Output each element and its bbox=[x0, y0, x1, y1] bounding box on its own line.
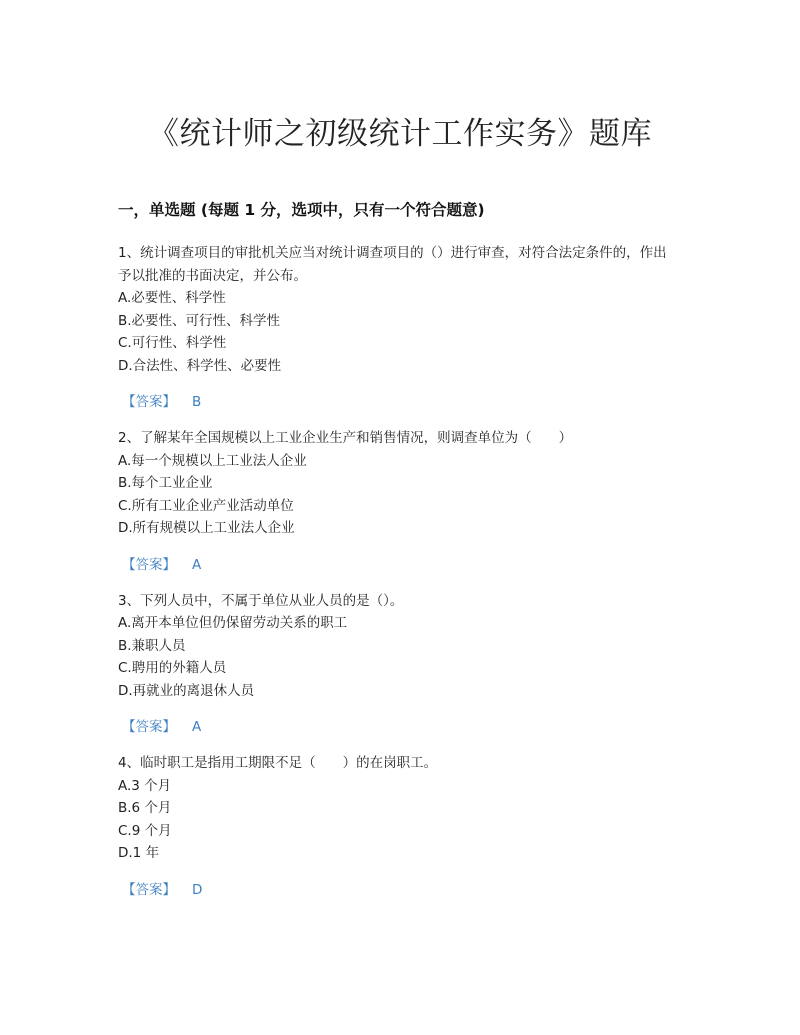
option-b: B.必要性、可行性、科学性 bbox=[118, 312, 281, 329]
option-d: D.所有规模以上工业法人企业 bbox=[118, 520, 295, 536]
answer-value: B bbox=[192, 394, 202, 410]
question-stem: 4、临时职工是指用工期限不足（ ）的在岗职工。 bbox=[118, 755, 438, 771]
answer-line bbox=[118, 716, 678, 738]
answer-value: A bbox=[192, 719, 202, 735]
answer-line bbox=[118, 554, 678, 576]
option-b: B.每个工业企业 bbox=[118, 475, 213, 491]
document-title: 《统计师之初级统计工作实务》题库 bbox=[148, 116, 652, 152]
answer-value: D bbox=[192, 881, 203, 898]
option-c: C.9 个月 bbox=[118, 822, 172, 839]
question-2 bbox=[118, 427, 678, 576]
answer-label: 【答案】 bbox=[122, 556, 176, 573]
question-4 bbox=[118, 752, 678, 901]
answer-value: A bbox=[192, 556, 202, 573]
answer-line bbox=[118, 391, 678, 413]
option-a: A.必要性、科学性 bbox=[118, 290, 226, 306]
option-a: A.3 个月 bbox=[118, 777, 172, 794]
section-heading: 一，单选题 (每题 1 分，选项中，只有一个符合题意) bbox=[118, 201, 485, 219]
answer-label: 【答案】 bbox=[122, 719, 176, 735]
option-a: A.每一个规模以上工业法人企业 bbox=[118, 452, 307, 469]
option-c: C.聘用的外籍人员 bbox=[118, 660, 227, 676]
option-c: C.可行性、科学性 bbox=[118, 335, 227, 351]
question-stem: 1、统计调查项目的审批机关应当对统计调查项目的（）进行审查，对符合法定条件的，作出予以批准的书面决定，并公布。 bbox=[118, 245, 667, 284]
answer-line bbox=[118, 879, 678, 901]
question-stem: 2、了解某年全国规模以上工业企业生产和销售情况，则调查单位为（ ） bbox=[118, 430, 573, 446]
option-a: A.离开本单位但仍保留劳动关系的职工 bbox=[118, 615, 348, 631]
question-stem: 3、下列人员中，不属于单位从业人员的是（）。 bbox=[118, 592, 404, 609]
answer-label: 【答案】 bbox=[122, 394, 176, 410]
option-d: D.再就业的离退休人员 bbox=[118, 682, 255, 699]
option-b: B.6 个月 bbox=[118, 800, 172, 816]
answer-label: 【答案】 bbox=[122, 881, 176, 898]
option-b: B.兼职人员 bbox=[118, 637, 186, 654]
option-d: D.合法性、科学性、必要性 bbox=[118, 357, 282, 374]
option-c: C.所有工业企业产业活动单位 bbox=[118, 497, 294, 514]
option-d: D.1 年 bbox=[118, 845, 160, 861]
question-3 bbox=[118, 590, 678, 739]
question-list bbox=[118, 242, 678, 915]
question-1 bbox=[118, 242, 678, 413]
